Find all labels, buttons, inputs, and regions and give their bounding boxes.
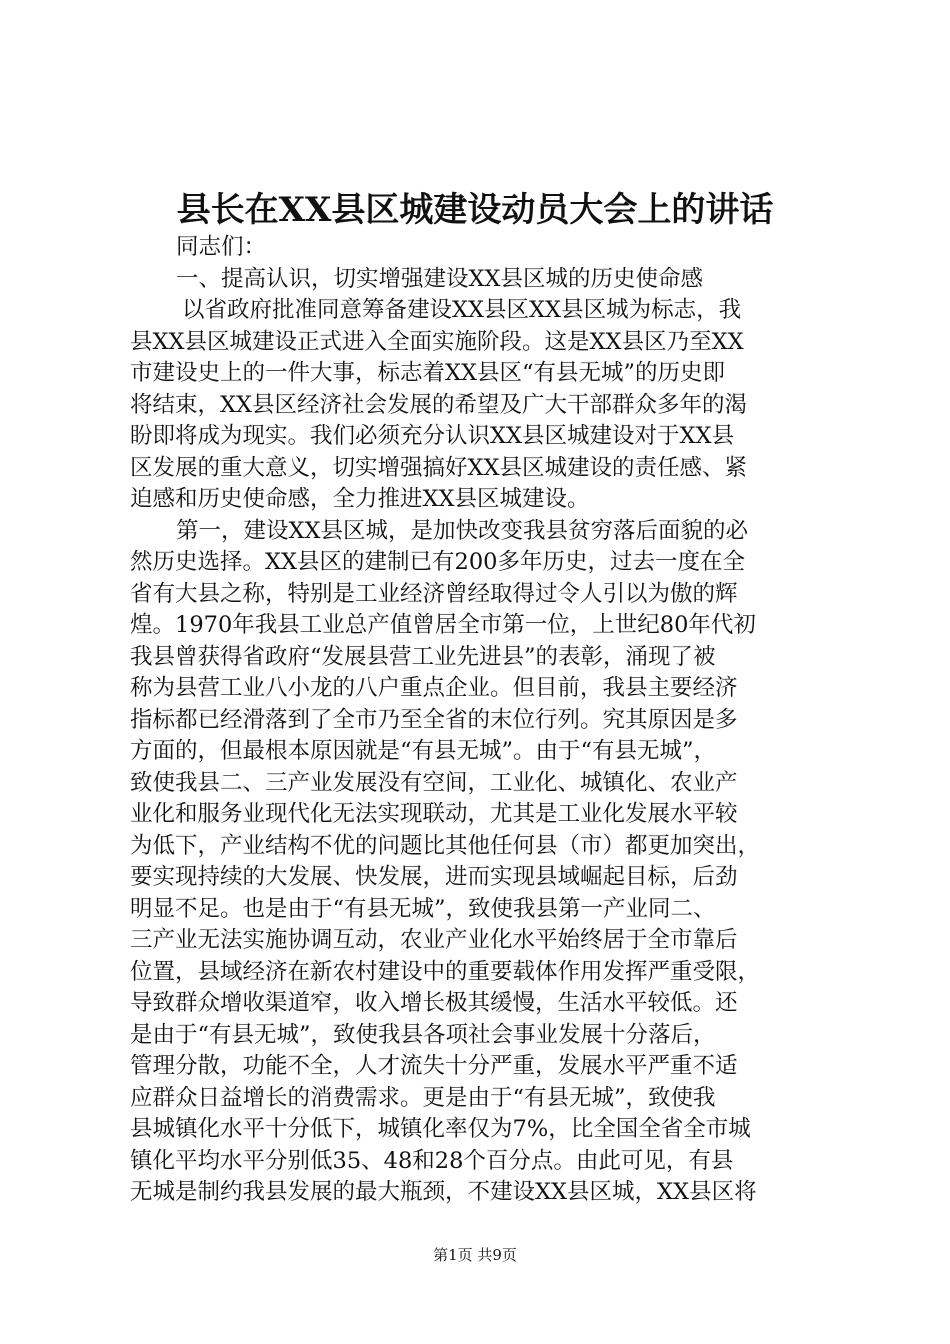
paragraph-line: 市建设史上的一件大事，标志着XX县区“有县无城”的历史即 bbox=[130, 360, 726, 386]
paragraph-line: 第一，建设XX县区城，是加快改变我县贫穷落后面貌的必 bbox=[176, 517, 749, 544]
paragraph-line: 县城镇化水平十分低下，城镇化率仅为7%，比全国全省全市城 bbox=[130, 1116, 751, 1142]
paragraph-line: 业化和服务业现代化无法实现联动，尤其是工业化发展水平较 bbox=[130, 801, 738, 827]
paragraph-line: 无城是制约我县发展的最大瓶颈，不建设XX县区城，XX县区将 bbox=[130, 1179, 757, 1205]
paragraph-line: 方面的，但最根本原因就是“有县无城”。由于“有县无城”， bbox=[130, 738, 717, 764]
paragraph-line: 省有大县之称，特别是工业经济曾经取得过令人引以为傲的辉 bbox=[130, 580, 738, 607]
paragraph-line: 然历史选择。XX县区的建制已有200多年历史，过去一度在全 bbox=[130, 549, 745, 575]
paragraph-line: 三产业无法实施协调互动，农业产业化水平始终居于全市靠后 bbox=[130, 927, 738, 953]
paragraph-line: 以省政府批准同意筹备建设XX县区XX县区城为标志，我 bbox=[182, 297, 742, 323]
section-heading-line: 一、提高认识，切实增强建设XX县区城的历史使命感 bbox=[176, 265, 704, 292]
paragraph-line: 县XX县区城建设正式进入全面实施阶段。这是XX县区乃至XX bbox=[130, 328, 744, 355]
paragraph-line: 是由于“有县无城”，致使我县各项社会事业发展十分落后， bbox=[130, 1021, 716, 1048]
paragraph-line: 应群众日益增长的消费需求。更是由于“有县无城”，致使我 bbox=[130, 1084, 716, 1111]
paragraph-line: 将结束，XX县区经济社会发展的希望及广大干部群众多年的渴 bbox=[130, 391, 748, 418]
paragraph-line: 导致群众增收渠道窄，收入增长极其缓慢，生活水平较低。还 bbox=[130, 990, 738, 1016]
paragraph-line: 区发展的重大意义，切实增强搞好XX县区城建设的责任感、紧 bbox=[130, 454, 748, 481]
paragraph-line: 致使我县二、三产业发展没有空间，工业化、城镇化、农业产 bbox=[130, 769, 738, 796]
paragraph-line: 迫感和历史使命感，全力推进XX县区城建设。 bbox=[130, 486, 590, 512]
paragraph-line: 位置，县域经济在新农村建设中的重要载体作用发挥严重受限， bbox=[130, 958, 761, 985]
paragraph-line: 指标都已经滑落到了全市乃至全省的末位行列。究其原因是多 bbox=[130, 706, 738, 733]
paragraph-line: 要实现持续的大发展、快发展，进而实现县域崛起目标，后劲 bbox=[130, 864, 738, 890]
page-number-footer: 第1页 共9页 bbox=[433, 1246, 517, 1264]
paragraph-line: 盼即将成为现实。我们必须充分认识XX县区城建设对于XX县 bbox=[130, 423, 735, 449]
salutation-line: 同志们： bbox=[176, 234, 267, 260]
paragraph-line: 称为县营工业八小龙的八户重点企业。但目前，我县主要经济 bbox=[130, 675, 738, 701]
document-body bbox=[130, 232, 830, 1209]
paragraph-line: 为低下，产业结构不优的问题比其他任何县（市）都更加突出， bbox=[130, 832, 761, 859]
document-title: 县长在XX县区城建设动员大会上的讲话 bbox=[176, 190, 774, 230]
paragraph-line: 镇化平均水平分别低35、48和28个百分点。由此可见，有县 bbox=[130, 1147, 734, 1174]
paragraph-line: 明显不足。也是由于“有县无城”，致使我县第一产业同二、 bbox=[130, 895, 716, 922]
paragraph-line: 我县曾获得省政府“发展县营工业先进县”的表彰，涌现了被 bbox=[130, 643, 716, 670]
paragraph-line: 煌。1970年我县工业总产值曾居全市第一位，上世纪80年代初 bbox=[130, 612, 756, 638]
paragraph-line: 管理分散，功能不全，人才流失十分严重，发展水平严重不适 bbox=[130, 1053, 738, 1079]
